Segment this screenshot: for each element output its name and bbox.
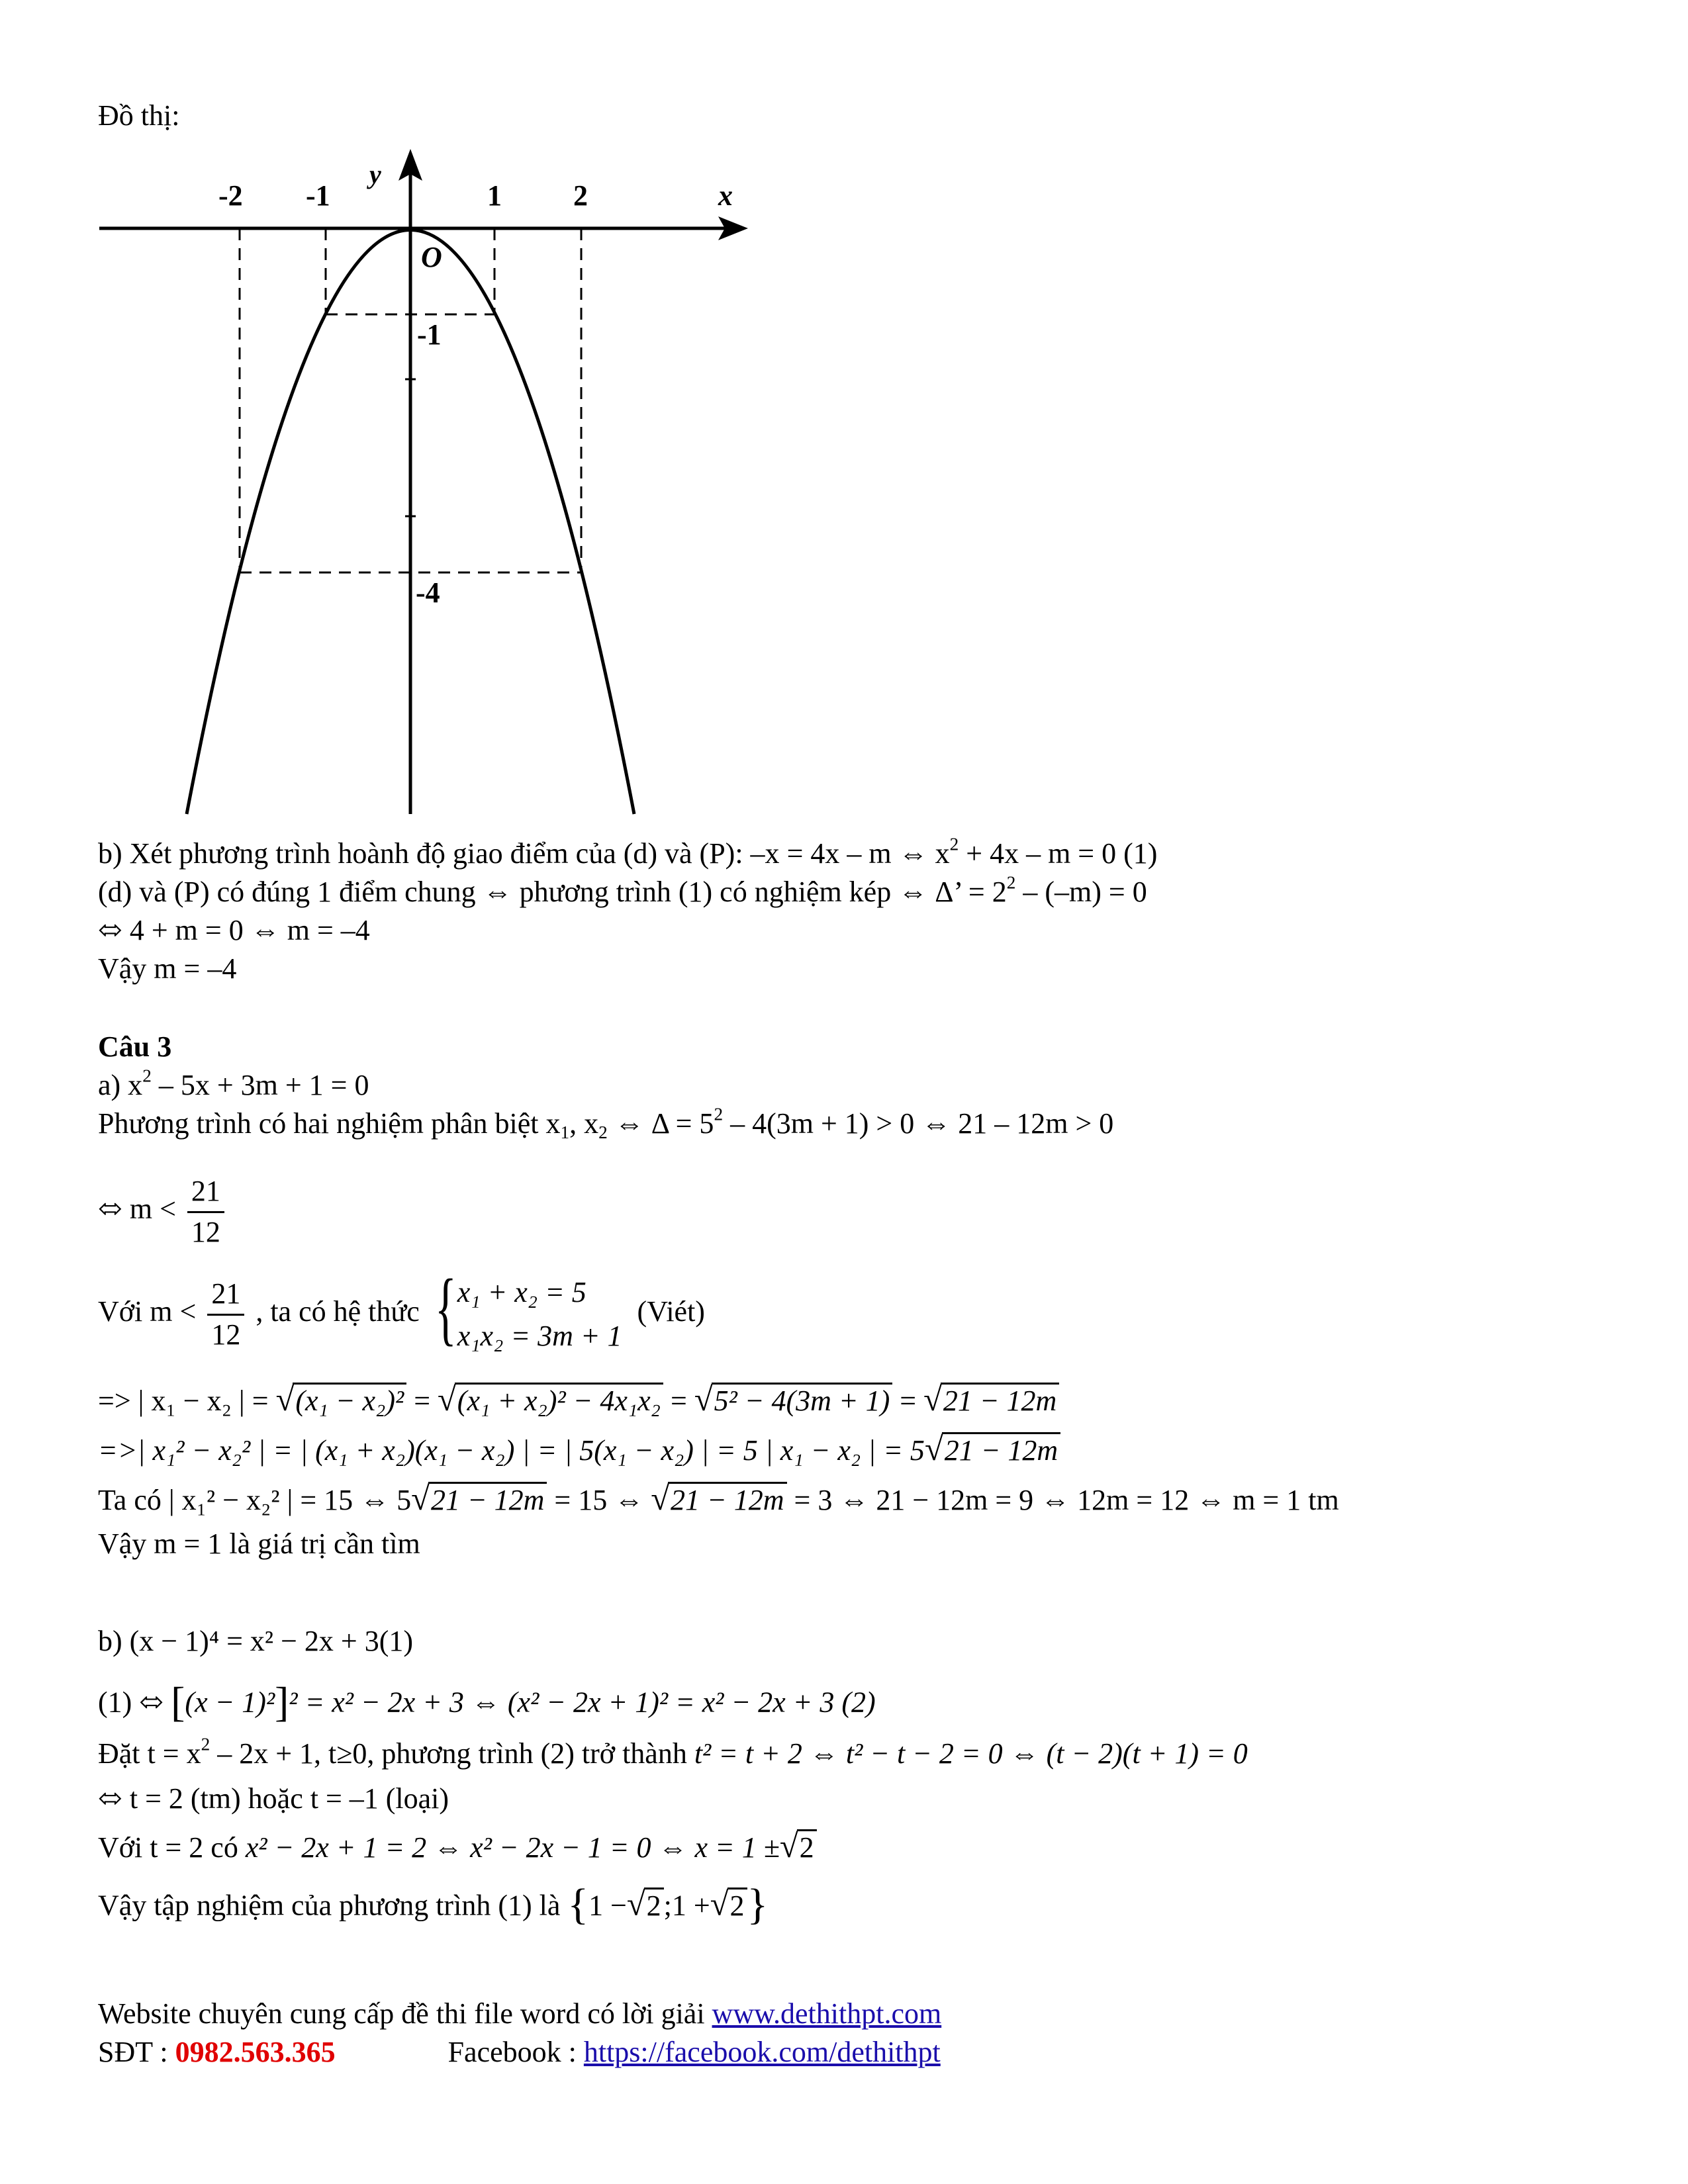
cau3-b-transform: (1) ⬄ [(x − 1)²]² = x² − 2x + 3 ⇔ (x² − 2x + 1)² = x² − 2x + 3 (2) <box>98 1678 876 1725</box>
cau3-a-condition: Phương trình có hai nghiệm phân biệt $x_1$, $x_2$ ⇔ $\Delta = 5^2 - 4(3m + 1) > 0$ ⇔ 21 – 12m > 0 <box>98 1104 1114 1143</box>
part-b-line2: (d) và (P) có đúng 1 điểm chung ⇔ phương trình (1) có nghiệm kép ⇔ Δ’ = $2^2 - (-m) = 0$ <box>98 872 1147 908</box>
cau3-b-solve: Với t = 2 có x² − 2x + 1 = 2 ⇔ x² − 2x − 1 = 0 ⇔ x = 1 ±√2 <box>98 1827 817 1865</box>
fraction-21-12-b: $\frac{21}{12}$ <box>207 1277 244 1351</box>
y-tick-minus4: -4 <box>416 576 440 609</box>
phone-number: 0982.563.365 <box>175 2036 336 2068</box>
cau3-b-equation: b) (x − 1)⁴ = x² − 2x + 3(1) <box>98 1625 414 1657</box>
part-b-line1: b) Xét phương trình hoành độ giao điểm của (d) và (P): –x = 4x – m ⇔ $x^2 + 4x - m = 0$ (1) <box>98 834 1158 870</box>
x-tick-2: 2 <box>573 179 588 212</box>
cau3-eq-line3: Ta có | x₁² − x₂² | = 15 ⇔ 5√21 − 12m = 15 ⇔ √21 − 12m = 3 ⇔ 21 − 12m = 9 ⇔ 12m = 12 ⇔ m = 1 tm <box>98 1480 1339 1517</box>
part-b-line3: ⬄ 4 + m = 0 ⇔ m = –4 <box>98 914 370 946</box>
cau3-a-conclusion: Vậy m = 1 là giá trị cần tìm <box>98 1527 420 1560</box>
cau3-title: Câu 3 <box>98 1030 172 1063</box>
graph-heading: Đồ thị: <box>98 99 180 132</box>
x-tick-1: 1 <box>487 179 502 212</box>
footer-contact: SĐT : 0982.563.365 Facebook : https://facebook.com/dethithpt <box>98 2036 941 2068</box>
cau3-eq-line2: =>| x₁² − x₂² | = | (x₁ + x₂)(x₁ − x₂) | = | 5(x₁ − x₂) | = 5 | x₁ − x₂ | = 5√21 − 12m <box>98 1430 1060 1468</box>
cau3-b-t-value: ⬄ t = 2 (tm) hoặc t = –1 (loại) <box>98 1782 449 1815</box>
cau3-b-solution-set: Vậy tập nghiệm của phương trình (1) là {1 −√2;1 +√2} <box>98 1880 769 1929</box>
x-axis-label: x <box>718 179 733 212</box>
cau3-a-equation: a) $x^2 - 5x + 3m + 1 = 0$ <box>98 1066 369 1101</box>
cau3-b-substitution: Đặt $t = x^2 - 2x + 1$, t≥0, phương trình (2) trở thành t² = t + 2 ⇔ t² − t − 2 = 0 ⇔ (t − 2)(t + 1) = 0 <box>98 1734 1248 1770</box>
x-tick-minus1: -1 <box>306 179 330 212</box>
origin-label: O <box>421 241 442 273</box>
cau3-viet: Với m < $\frac{21}{12}$ , ta có hệ thức { x₁ + x₂ = 5 x₁x₂ = 3m + 1 (Viét) <box>98 1271 705 1358</box>
y-tick-minus1: -1 <box>417 318 442 351</box>
cau3-eq-line1: => | x₁ − x₂ | = √(x₁ − x₂)² = √(x₁ + x₂)² − 4x₁x₂ = √5² − 4(3m + 1) = √21 − 12m <box>98 1380 1059 1418</box>
facebook-link[interactable]: https://facebook.com/dethithpt <box>583 2036 941 2068</box>
y-axis-label: y <box>369 159 381 189</box>
website-link[interactable]: www.dethithpt.com <box>712 1997 942 2030</box>
viet-system: { x₁ + x₂ = 5 x₁x₂ = 3m + 1 <box>434 1263 622 1353</box>
x-tick-minus2: -2 <box>218 179 243 212</box>
footer-website: Website chuyên cung cấp đề thi file word có lời giải www.dethithpt.com <box>98 1997 942 2030</box>
cau3-m-bound: ⬄ m < $\frac{21}{12}$ <box>98 1175 228 1249</box>
parabola-graph <box>93 149 755 817</box>
fraction-21-12: $\frac{21}{12}$ <box>187 1175 224 1249</box>
part-b-conclusion: Vậy m = –4 <box>98 952 237 985</box>
